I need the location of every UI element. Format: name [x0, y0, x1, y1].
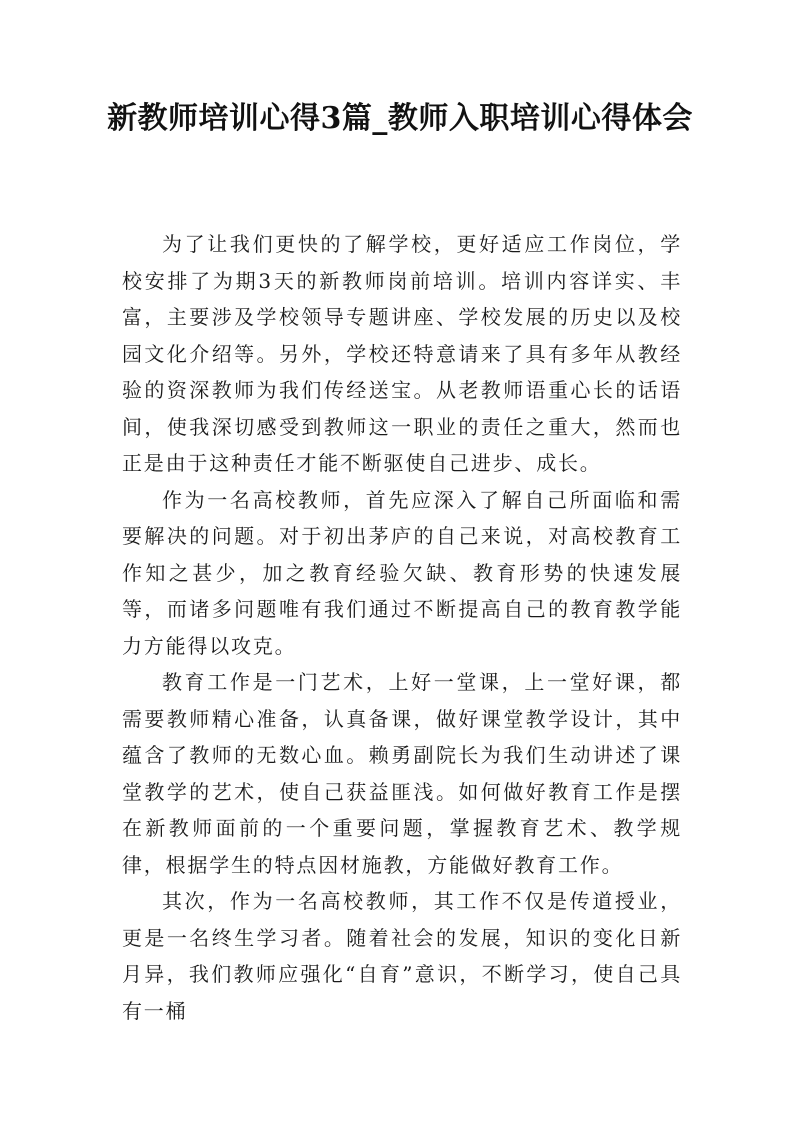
document-body [122, 226, 682, 1029]
paragraph: 作为一名高校教师，首先应深入了解自己所面临和需要解决的问题。对于初出茅庐的自己来说，对高校教育工作知之甚少，加之教育经验欠缺、教育形势的快速发展等，而诸多问题唯有我们通过不断提高自己的教育教学能力方能得以攻克。 [122, 487, 682, 658]
document-title: 新教师培训心得3篇_教师入职培训心得体会 [107, 101, 693, 136]
paragraph: 其次，作为一名高校教师，其工作不仅是传道授业，更是一名终生学习者。随着社会的发展，知识的变化日新月异，我们教师应强化“自育”意识，不断学习，使自己具有一桶 [122, 889, 682, 1023]
paragraph: 为了让我们更快的了解学校，更好适应工作岗位，学校安排了为期3天的新教师岗前培训。培训内容详实、丰富，主要涉及学校领导专题讲座、学校发展的历史以及校园文化介绍等。另外，学校还特意请来了具有多年从教经验的资深教师为我们传经送宝。从老教师语重心长的话语间，使我深切感受到教师这一职业的责任之重大，然而也正是由于这种责任才能不断驱使自己进步、成长。 [122, 232, 682, 475]
paragraph: 教育工作是一门艺术，上好一堂课，上一堂好课，都需要教师精心准备，认真备课，做好课堂教学设计，其中蕴含了教师的无数心血。赖勇副院长为我们生动讲述了课堂教学的艺术，使自己获益匪浅。如何做好教育工作是摆在新教师面前的一个重要问题，掌握教育艺术、教学规律，根据学生的特点因材施教，方能做好教育工作。 [122, 670, 682, 877]
